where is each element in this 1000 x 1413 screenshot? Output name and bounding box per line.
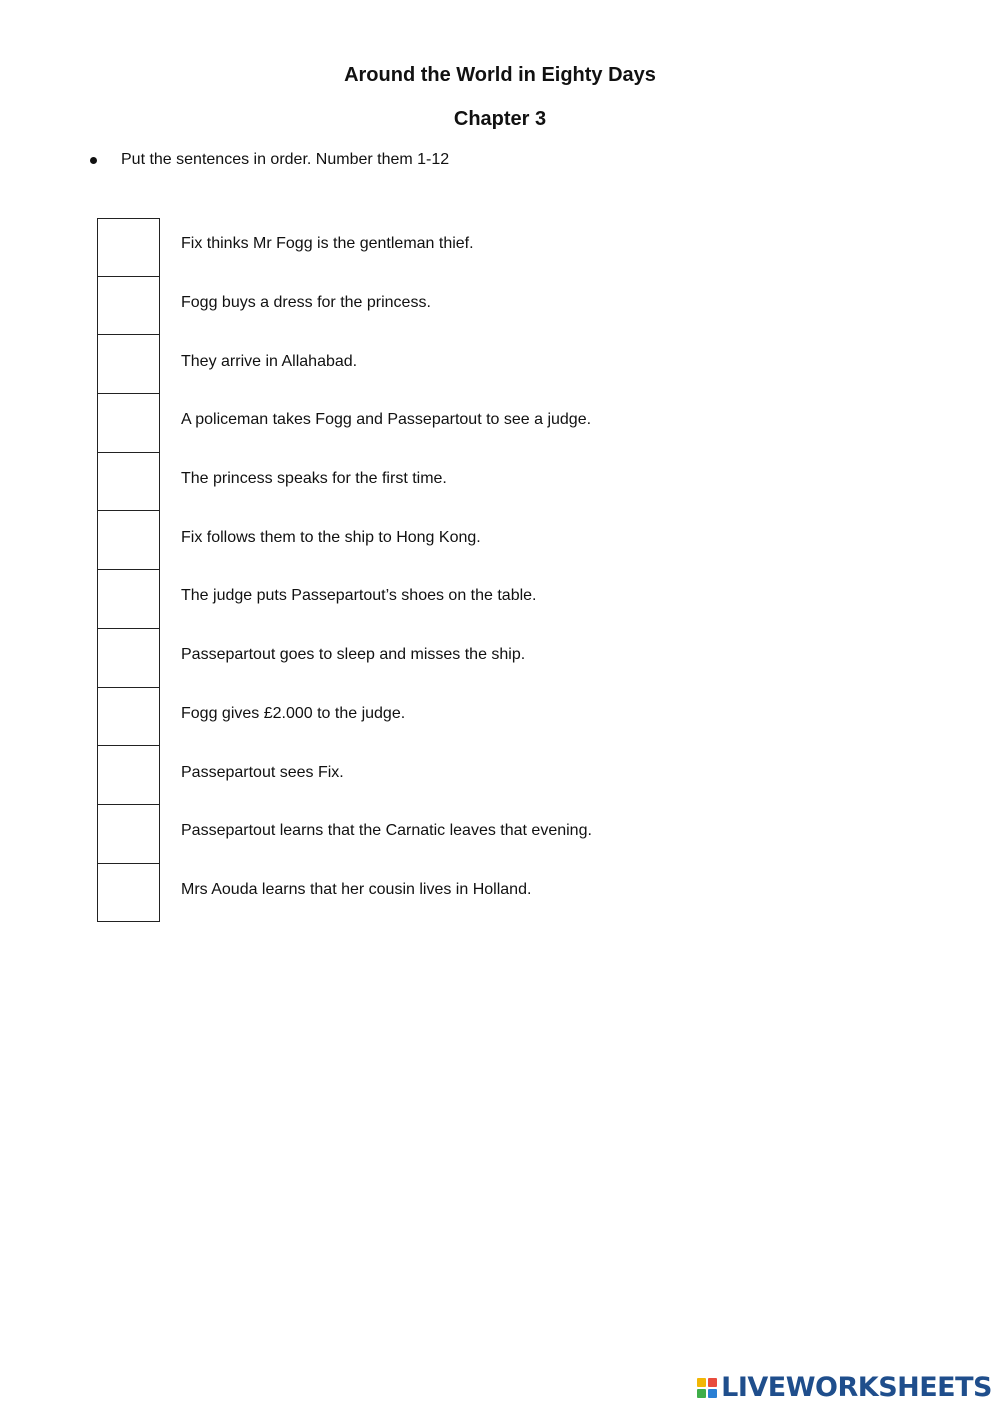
logo-square [697, 1378, 706, 1387]
instruction-text: Put the sentences in order. Number them 1-12 [121, 151, 450, 168]
list-item [97, 805, 797, 864]
order-number-box[interactable] [97, 688, 160, 747]
list-item [97, 864, 797, 923]
sentence-text: Passepartout sees Fix. [181, 763, 344, 781]
ordering-list [97, 218, 797, 922]
sentence-text: Fogg gives £2.000 to the judge. [181, 704, 406, 722]
bullet-icon [90, 157, 97, 164]
liveworksheets-logo-icon [697, 1378, 717, 1398]
order-number-box[interactable] [97, 570, 160, 629]
list-item [97, 335, 797, 394]
list-item [97, 511, 797, 570]
sentence-text: Passepartout learns that the Carnatic leaves that evening. [181, 822, 592, 840]
logo-square [708, 1378, 717, 1387]
instruction [90, 151, 449, 169]
worksheet-title: Around the World in Eighty Days [344, 64, 656, 86]
order-number-box[interactable] [97, 335, 160, 394]
list-item [97, 453, 797, 512]
list-item [97, 688, 797, 747]
sentence-text: Passepartout goes to sleep and misses the ship. [181, 646, 526, 664]
sentence-text: Mrs Aouda learns that her cousin lives in Holland. [181, 880, 532, 898]
liveworksheets-brand [697, 1372, 992, 1403]
order-number-box[interactable] [97, 218, 160, 277]
list-item [97, 277, 797, 336]
order-number-box[interactable] [97, 629, 160, 688]
list-item [97, 394, 797, 453]
list-item [97, 218, 797, 277]
list-item [97, 629, 797, 688]
list-item [97, 570, 797, 629]
sentence-text: Fix thinks Mr Fogg is the gentleman thief. [181, 235, 474, 253]
logo-square [697, 1389, 706, 1398]
order-number-box[interactable] [97, 805, 160, 864]
brand-name: LIVEWORKSHEETS [721, 1372, 992, 1403]
sentence-text: They arrive in Allahabad. [181, 352, 358, 370]
chapter-heading: Chapter 3 [453, 108, 547, 130]
sentence-text: A policeman takes Fogg and Passepartout to see a judge. [181, 411, 592, 429]
list-item [97, 746, 797, 805]
order-number-box[interactable] [97, 746, 160, 805]
sentence-text: The judge puts Passepartout’s shoes on the table. [181, 587, 537, 605]
order-number-box[interactable] [97, 277, 160, 336]
sentence-text: Fix follows them to the ship to Hong Kong. [181, 528, 481, 546]
order-number-box[interactable] [97, 453, 160, 512]
sentence-text: The princess speaks for the first time. [181, 470, 447, 488]
order-number-box[interactable] [97, 394, 160, 453]
order-number-box[interactable] [97, 511, 160, 570]
order-number-box[interactable] [97, 864, 160, 923]
sentence-text: Fogg buys a dress for the princess. [181, 294, 431, 312]
logo-square [708, 1389, 717, 1398]
